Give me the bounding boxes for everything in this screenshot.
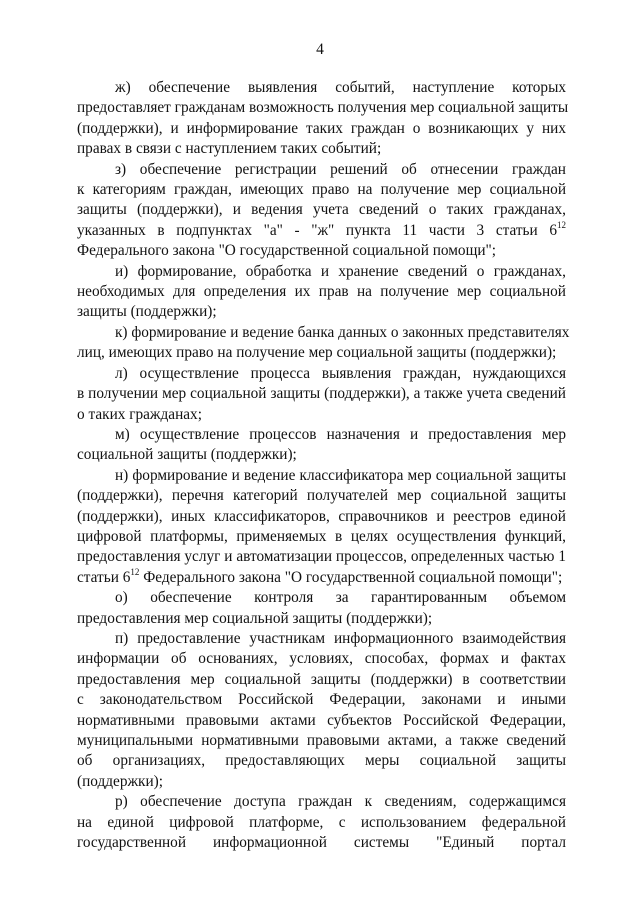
paragraph-l — [77, 364, 566, 425]
text-line: ж) обеспечение выявления событий, наступление которых — [115, 79, 566, 96]
text-line: с законодательством Российской Федерации, законами и иными — [77, 691, 566, 709]
text-line: л) осуществление процесса выявления граждан, нуждающихся — [115, 364, 566, 382]
text-line: защиты (поддержки); — [77, 303, 217, 321]
text-line: и) формирование, обработка и хранение сведений о гражданах, — [115, 262, 566, 280]
paragraph-i — [77, 262, 566, 323]
paragraph-zh — [77, 78, 569, 160]
text-line: о таких гражданах; — [77, 405, 202, 423]
text-line: м) осуществление процессов назначения и предоставления мер — [115, 425, 566, 443]
text-line: социальной защиты (поддержки); — [77, 446, 297, 464]
text-line: предоставления услуг и автоматизации процессов, определенных частью 1 — [77, 548, 566, 566]
text-line: предоставляет гражданам возможность получения мер социальной защиты — [77, 99, 569, 117]
paragraph-r — [77, 792, 566, 853]
text-line-with-superscript — [77, 221, 566, 241]
text-line: Федерального закона "О государственной социальной помощи"; — [77, 242, 497, 260]
text-line: необходимых для определения их прав на получение мер социальной — [77, 283, 566, 301]
superscript: 12 — [557, 219, 566, 230]
superscript: 12 — [130, 566, 140, 577]
text-line: (поддержки), перечня категорий получателей мер социальной защиты — [77, 487, 566, 505]
paragraph-k — [77, 323, 570, 364]
text-line: р) обеспечение доступа граждан к сведениям, содержащимся — [115, 793, 566, 811]
text-line: н) формирование и ведение классификатора мер социальной защиты — [115, 466, 566, 484]
text-line: цифровой платформы, применяемых в целях осуществления функций, — [77, 527, 566, 545]
page-number: 4 — [316, 41, 324, 58]
text-line: лиц, имеющих право на получение мер социальной защиты (поддержки); — [77, 344, 557, 362]
paragraph-o — [77, 588, 566, 629]
paragraph-m — [77, 425, 566, 466]
text-line: з) обеспечение регистрации решений об отнесении граждан — [115, 160, 566, 178]
text-line-part: статьи 6 — [77, 568, 131, 586]
text-line: о) обеспечение контроля за гарантированным объемом — [115, 589, 566, 607]
text-line: нормативными правовыми актами субъектов Российской Федерации, — [77, 711, 566, 729]
text-line: в получении мер социальной защиты (поддержки), а также учета сведений — [77, 385, 566, 403]
text-line: защиты (поддержки), и ведения учета сведений о таких гражданах, — [77, 201, 566, 219]
text-line: информации об основаниях, условиях, способах, формах и фактах — [77, 650, 566, 668]
text-line: предоставления мер социальной защиты (поддержки) в соответствии — [77, 670, 566, 688]
text-line: об организациях, предоставляющих меры социальной защиты — [77, 752, 566, 770]
text-line: к категориям граждан, имеющих право на получение мер социальной — [77, 181, 566, 199]
text-line: правах в связи с наступлением таких событий; — [77, 140, 382, 158]
document-body — [77, 78, 570, 853]
text-line: к) формирование и ведение банка данных о законных представителях — [115, 323, 570, 341]
text-line: (поддержки), иных классификаторов, справочников и реестров единой — [77, 507, 566, 525]
paragraph-n — [77, 466, 566, 588]
paragraph-p — [77, 629, 566, 792]
text-line-part: Федерального закона "О государственной социальной помощи"; — [139, 568, 563, 586]
text-line: (поддержки), и информирование таких граждан о возникающих у них — [77, 119, 566, 137]
text-line: государственной информационной системы "Единый портал — [77, 834, 566, 852]
paragraph-z — [77, 160, 566, 262]
text-line: муниципальными нормативными правовыми актами, а также сведений — [77, 732, 566, 749]
text-line: (поддержки); — [77, 772, 164, 790]
text-line: п) предоставление участникам информационного взаимодействия — [115, 629, 566, 647]
text-line-part: указанных в подпунктах "а" - "ж" пункта 11 части 3 статьи 6 — [77, 221, 557, 239]
text-line: на единой цифровой платформе, с использованием федеральной — [77, 813, 566, 831]
text-line: предоставления мер социальной защиты (поддержки); — [77, 609, 433, 627]
text-line-with-superscript — [77, 568, 566, 588]
